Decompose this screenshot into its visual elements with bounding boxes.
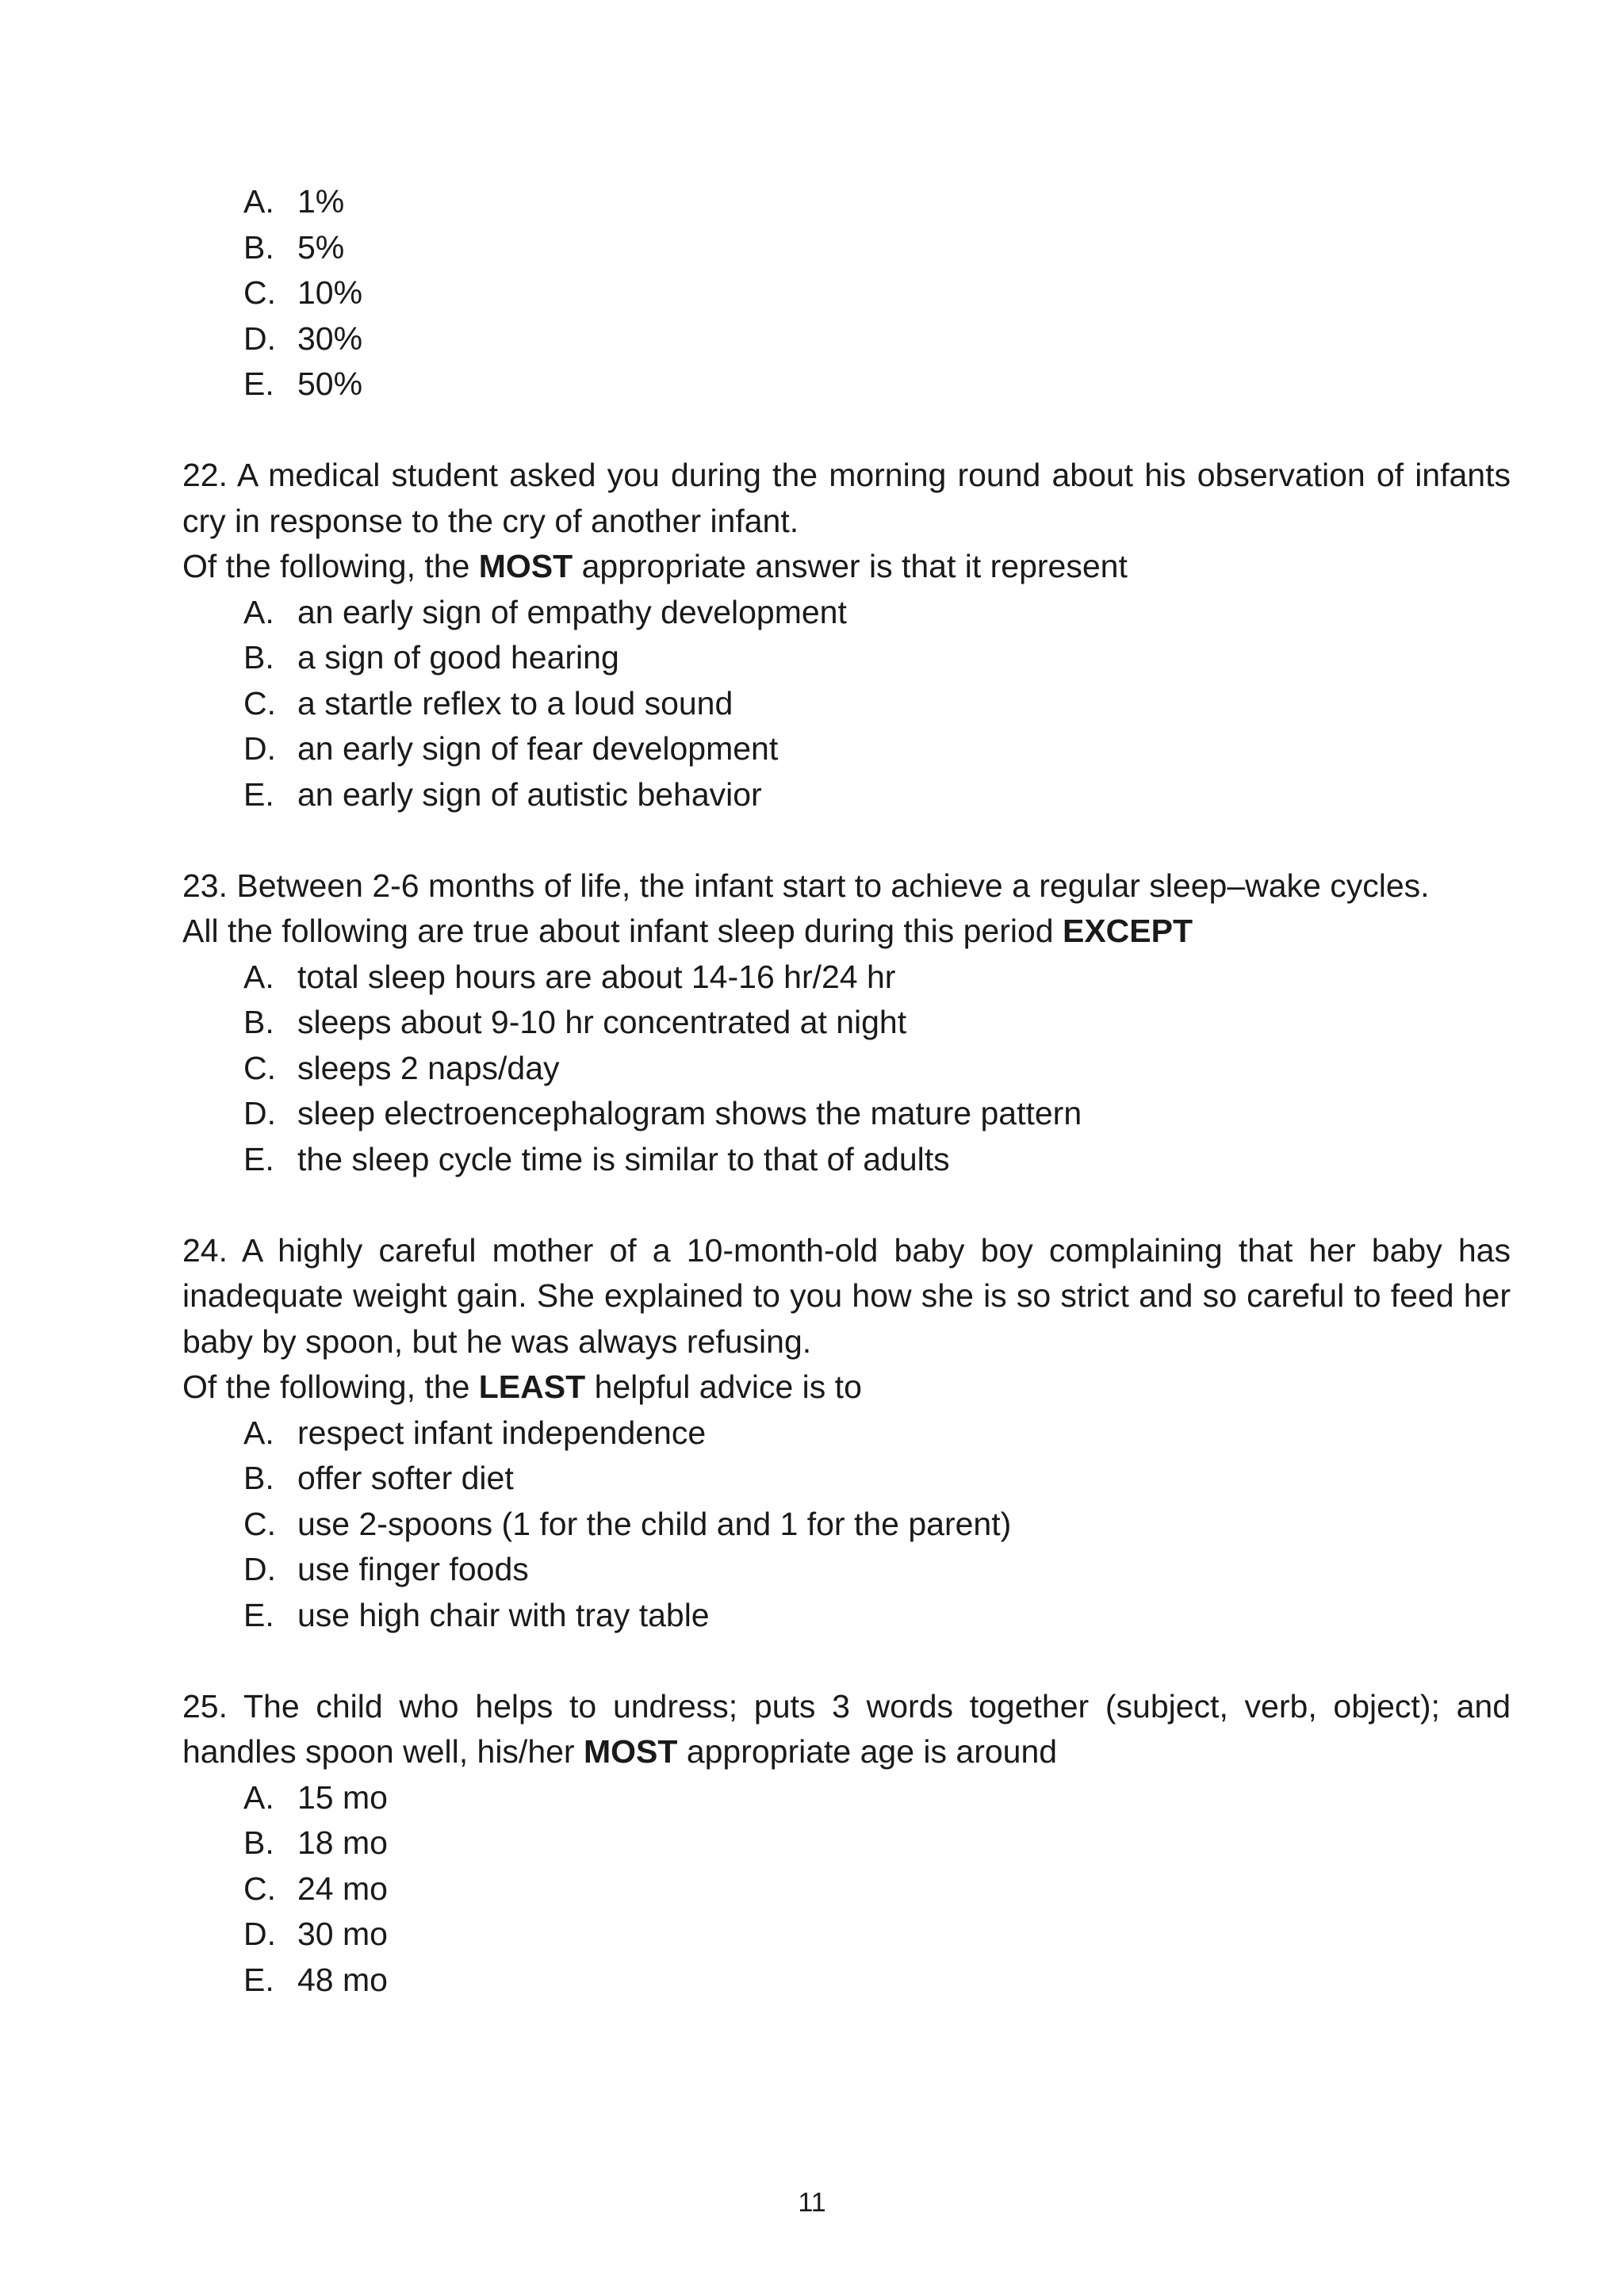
question-prompt	[182, 909, 1511, 955]
option-text: an early sign of fear development	[297, 730, 779, 767]
option-e	[243, 772, 1511, 818]
stem-text: 25. The child who helps to undress; puts 3 words together (subject, verb, object); and handles spoon well, his/her	[182, 1687, 1511, 1770]
option-b	[243, 1820, 1511, 1866]
option-e	[243, 1137, 1511, 1183]
option-a	[243, 179, 1511, 225]
option-text: 1%	[297, 183, 345, 220]
option-d	[243, 1547, 1511, 1593]
option-letter: D.	[243, 1916, 276, 1952]
option-text: a startle reflex to a loud sound	[297, 684, 733, 722]
option-b	[243, 1000, 1511, 1046]
option-c	[243, 1046, 1511, 1092]
option-letter: E.	[243, 1140, 274, 1177]
option-letter: A.	[243, 1778, 274, 1816]
option-e	[243, 362, 1511, 408]
question-stem: 24. A highly careful mother of a 10-month-old baby boy complaining that her baby has inadequate weight gain. She explained to you how she is so strict and so careful to feed her baby by spoon, but he was always refusing.	[182, 1231, 1511, 1360]
option-d	[243, 1091, 1511, 1137]
question-22-options	[182, 590, 1511, 818]
option-letter: E.	[243, 1596, 274, 1633]
option-text: an early sign of empathy development	[297, 593, 847, 630]
option-d	[243, 316, 1511, 362]
question-prompt	[182, 1365, 1511, 1411]
option-a	[243, 955, 1511, 1001]
option-letter: B.	[243, 639, 274, 676]
option-text: 30 mo	[297, 1916, 388, 1952]
option-letter: B.	[243, 1824, 274, 1861]
prompt-emphasis: MOST	[478, 548, 573, 584]
option-text: use finger foods	[297, 1551, 529, 1587]
page-content	[182, 179, 1511, 2003]
option-text: a sign of good hearing	[297, 639, 619, 676]
prompt-text: Of the following, the	[182, 1369, 479, 1405]
question-22	[182, 453, 1511, 817]
option-text: sleeps about 9-10 hr concentrated at night	[297, 1004, 907, 1040]
option-letter: B.	[243, 228, 274, 266]
question-24-options	[182, 1411, 1511, 1639]
option-letter: E.	[243, 1961, 274, 1998]
option-b	[243, 225, 1511, 271]
prompt-emphasis: LEAST	[478, 1369, 586, 1405]
question-25	[182, 1684, 1511, 2004]
option-letter: C.	[243, 1505, 276, 1542]
option-text: sleeps 2 naps/day	[297, 1049, 560, 1086]
prompt-text: appropriate answer is that it represent	[573, 548, 1128, 584]
prompt-emphasis: EXCEPT	[1062, 913, 1193, 949]
option-a	[243, 1775, 1511, 1821]
question-23	[182, 863, 1511, 1183]
option-text: sleep electroencephalogram shows the mature pattern	[297, 1095, 1082, 1131]
question-24	[182, 1228, 1511, 1639]
question-21-options	[182, 179, 1511, 408]
option-text: 10%	[297, 274, 363, 311]
option-text: respect infant independence	[297, 1414, 707, 1451]
option-text: 48 mo	[297, 1961, 388, 1998]
option-c	[243, 270, 1511, 316]
option-letter: A.	[243, 1414, 274, 1451]
option-letter: C.	[243, 1870, 276, 1907]
option-e	[243, 1593, 1511, 1639]
question-stem: 22. A medical student asked you during the morning round about his observation of infants cry in response to the cry of another infant.	[182, 457, 1511, 539]
option-letter: C.	[243, 684, 276, 722]
option-a	[243, 1411, 1511, 1457]
option-text: use high chair with tray table	[297, 1596, 710, 1633]
option-letter: C.	[243, 274, 276, 311]
prompt-text: Of the following, the	[182, 548, 479, 584]
option-text: 24 mo	[297, 1870, 388, 1907]
stem-text: appropriate age is around	[677, 1733, 1058, 1770]
option-text: use 2-spoons (1 for the child and 1 for the parent)	[297, 1505, 1012, 1542]
option-letter: D.	[243, 1095, 276, 1131]
option-text: total sleep hours are about 14-16 hr/24 hr	[297, 958, 896, 995]
option-text: 5%	[297, 228, 345, 266]
option-text: the sleep cycle time is similar to that of adults	[297, 1140, 950, 1177]
prompt-text: All the following are true about infant sleep during this period	[182, 913, 1063, 949]
option-letter: E.	[243, 775, 274, 813]
question-prompt	[182, 544, 1511, 590]
option-d	[243, 1912, 1511, 1958]
option-text: an early sign of autistic behavior	[297, 775, 762, 813]
page-number: 11	[798, 2188, 826, 2218]
option-b	[243, 1456, 1511, 1502]
option-e	[243, 1958, 1511, 2004]
option-text: 18 mo	[297, 1824, 388, 1861]
option-letter: D.	[243, 320, 276, 357]
option-letter: D.	[243, 730, 276, 767]
option-a	[243, 590, 1511, 636]
option-letter: B.	[243, 1460, 274, 1496]
prompt-text: helpful advice is to	[585, 1369, 862, 1405]
option-b	[243, 635, 1511, 681]
option-letter: D.	[243, 1551, 276, 1587]
option-letter: B.	[243, 1004, 274, 1040]
option-letter: A.	[243, 183, 274, 220]
stem-emphasis: MOST	[583, 1733, 678, 1770]
question-stem: 23. Between 2-6 months of life, the infant start to achieve a regular sleep–wake cycles.	[182, 867, 1430, 904]
option-text: 15 mo	[297, 1778, 388, 1816]
question-23-options	[182, 955, 1511, 1183]
option-c	[243, 1502, 1511, 1548]
option-letter: A.	[243, 958, 274, 995]
option-text: 50%	[297, 366, 363, 402]
option-d	[243, 726, 1511, 772]
option-letter: E.	[243, 366, 274, 402]
option-c	[243, 681, 1511, 727]
option-text: 30%	[297, 320, 363, 357]
option-letter: A.	[243, 593, 274, 630]
option-text: offer softer diet	[297, 1460, 514, 1496]
option-letter: C.	[243, 1049, 276, 1086]
question-stem	[182, 1684, 1511, 1775]
question-25-options	[182, 1775, 1511, 2004]
option-c	[243, 1866, 1511, 1912]
